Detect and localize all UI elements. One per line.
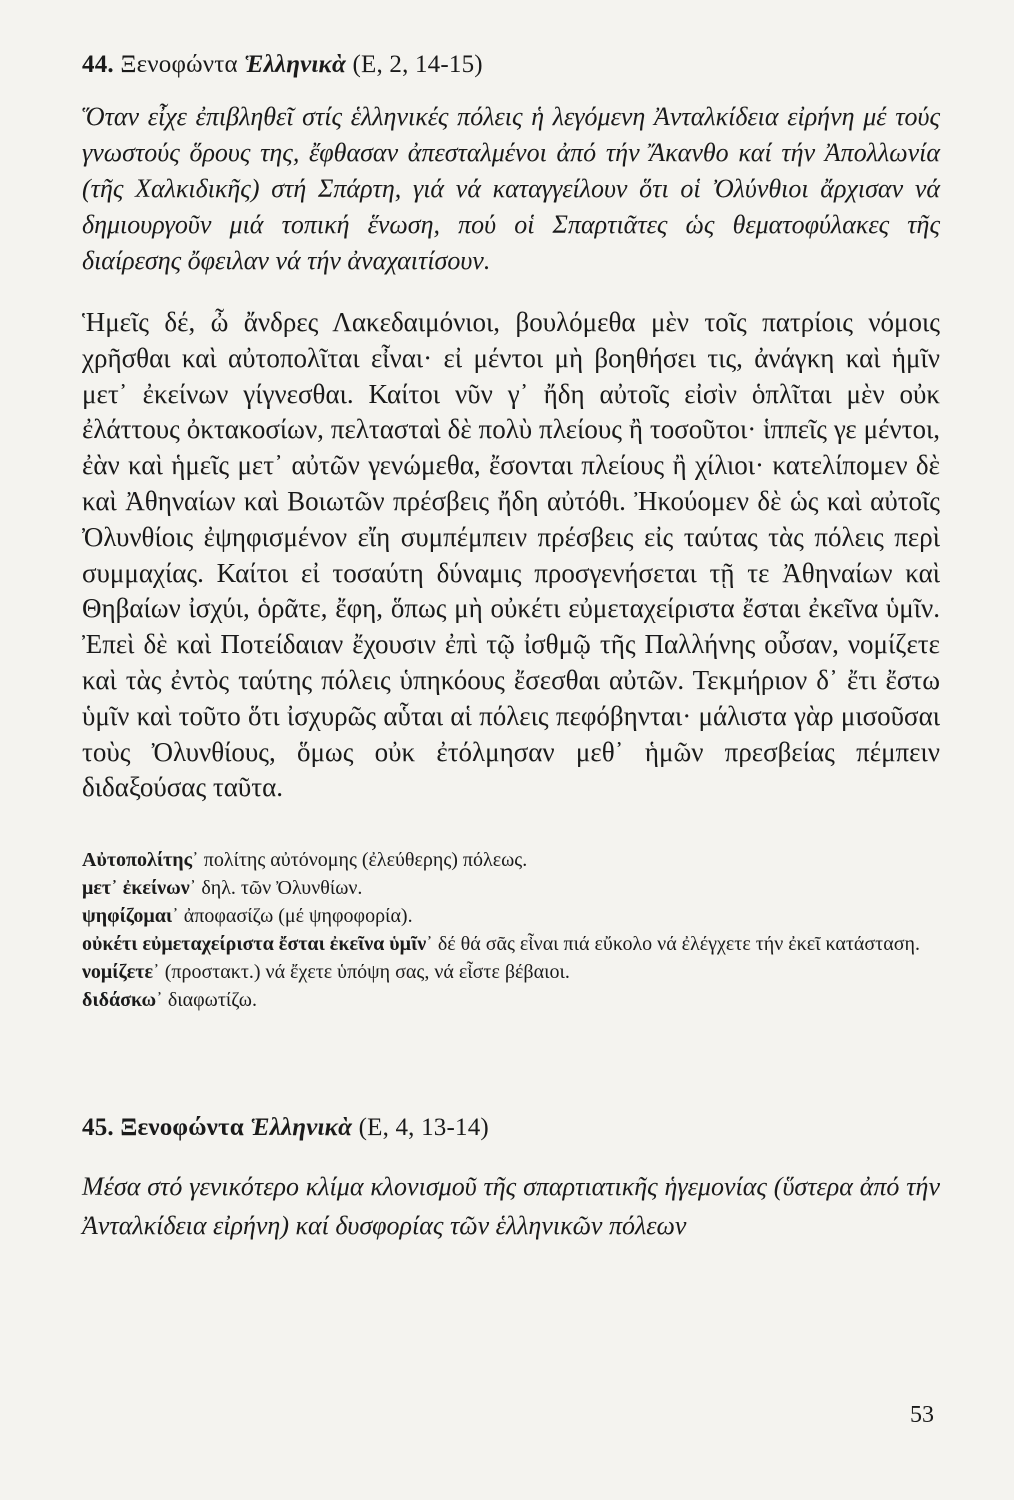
section-44-intro: Ὅταν εἶχε ἐπιβληθεῖ στίς ἑλληνικές πόλεις ἡ λεγόμενη Ἀνταλκίδεια εἰρήνη μέ τούς γνωστούς ὅρους της, ἔφθασαν ἀπεσταλμένοι ἀπό τήν Ἄκανθο καί τήν Ἀπολλωνία (τῆς Χαλκιδικῆς) στή Σπάρτη, γιά νά καταγγείλουν ὅτι οἱ Ὀλύνθιοι ἄρχισαν νά δημιουργοῦν μιά τοπική ἕνωση, πού οἱ Σπαρτιᾶτες ὡς θεματοφύλακες τῆς διαίρεσης ὄφειλαν νά τήν ἀναχαιτίσουν. — [82, 102, 940, 275]
glossary-definition: δηλ. τῶν Ὀλυνθίων. — [201, 877, 363, 900]
section-44-reference: (Ε, 2, 14-15) — [352, 51, 483, 78]
glossary-term: διδάσκω — [82, 989, 157, 1012]
glossary-entry: ψηφίζομαι᾽ ἀποφασίζω (μέ ψηφοφορία). — [82, 905, 413, 928]
section-45-heading — [82, 1111, 940, 1145]
glossary-entry: οὐκέτι εὐμεταχείριστα ἔσται ἐκεῖνα ὑμῖν᾽ δέ θά σᾶς εἶναι πιά εὔκολο νά ἐλέγχετε τήν ἐκεῖ κατάσταση. — [82, 933, 920, 956]
glossary-term: οὐκέτι εὐμεταχείριστα ἔσται ἐκεῖνα ὑμῖν — [82, 933, 427, 956]
section-44-author: Ξενοφώντα — [120, 51, 238, 78]
glossary-definition: πολίτης αὐτόνομης (ἐλεύθερης) πόλεως. — [203, 849, 528, 872]
glossary-definition: διαφωτίζω. — [167, 989, 257, 1012]
glossary-term: μετ᾽ ἐκείνων — [82, 877, 190, 900]
glossary-term: νομίζετε — [82, 961, 154, 984]
glossary-definition: ἀποφασίζω (μέ ψηφοφορία). — [183, 905, 413, 928]
section-45-author: Ξενοφώντα — [120, 1114, 244, 1142]
glossary-entry: μετ᾽ ἐκείνων᾽ δηλ. τῶν Ὀλυνθίων. — [82, 877, 363, 900]
page-number: 53 — [910, 1402, 934, 1428]
glossary-term: ψηφίζομαι — [82, 905, 173, 928]
book-page — [82, 40, 940, 1245]
section-44-text: Ἡμεῖς δέ, ὦ ἄνδρες Λακεδαιμόνιοι, βουλόμεθα μὲν τοῖς πατρίοις νόμοις χρῆσθαι καὶ αὐτοπολῖται εἶναι· εἰ μέντοι μὴ βοηθήσει τις, ἀνάγκη καὶ ἡμῖν μετ᾽ ἐκείνων γίγνεσθαι. Καίτοι νῦν γ᾽ ἤδη αὐτοῖς εἰσὶν ὁπλῖται μὲν οὐκ ἐλάττους ὀκτακοσίων, πελτασταὶ δὲ πολὺ πλείους ἢ τοσοῦτοι· ἱππεῖς γε μέντοι, ἐὰν καὶ ἡμεῖς μετ᾽ αὐτῶν γενώμεθα, ἔσονται πλείους ἢ χίλιοι· κατελίπομεν δὲ καὶ Ἀθηναίων καὶ Βοιωτῶν πρέσβεις ἤδη αὐτόθι. Ἠκούομεν δὲ ὡς καὶ αὐτοῖς Ὀλυνθίοις ἐψηφισμένον εἴη συμπέμπειν πρέσβεις εἰς ταύτας τὰς πόλεις περὶ συμμαχίας. Καίτοι εἰ τοσαύτη δύναμις προσγενήσεται τῇ τε Ἀθηναίων καὶ Θηβαίων ἰσχύι, ὁρᾶτε, ἔφη, ὅπως μὴ οὐκέτι εὐμεταχείριστα ἔσται ἐκεῖνα ὑμῖν. Ἐπεὶ δὲ καὶ Ποτείδαιαν ἔχουσιν ἐπὶ τῷ ἰσθμῷ τῆς Παλλήνης οὖσαν, νομίζετε καὶ τὰς ἐντὸς ταύτης πόλεις ὑπηκόους ἔσεσθαι αὐτῶν. Τεκμήριον δ᾽ ἔτι ἔστω ὑμῖν καὶ τοῦτο ὅτι ἰσχυρῶς αὗται αἱ πόλεις πεφόβηνται· μάλιστα γὰρ μισοῦσαι τοὺς Ὀλυνθίους, ὅμως οὐκ ἐτόλμησαν μεθ᾽ ἡμῶν πρεσβείας πέμπειν διδαξούσας ταῦτα. — [82, 307, 940, 803]
glossary-definition: δέ θά σᾶς εἶναι πιά εὔκολο νά ἐλέγχετε τήν ἐκεῖ κατάσταση. — [437, 933, 920, 956]
section-45-intro: Μέσα στό γενικότερο κλίμα κλονισμοῦ τῆς σπαρτιατικῆς ἡγεμονίας (ὕστερα ἀπό τήν Ἀνταλκίδεια εἰρήνη) καί δυσφορίας τῶν ἑλληνικῶν πόλεων — [82, 1172, 940, 1241]
section-45-number: 45. — [82, 1114, 114, 1142]
glossary-term: Αὐτοπολίτης — [82, 849, 193, 872]
section-44-work: Ἑλληνικὰ — [244, 51, 347, 78]
glossary-definition: (προστακτ.) νά ἔχετε ὑπόψη σας, νά εἶστε βέβαιοι. — [164, 961, 570, 984]
glossary-entry: Αὐτοπολίτης᾽ πολίτης αὐτόνομης (ἐλεύθερης) πόλεως. — [82, 849, 528, 872]
glossary-entry: διδάσκω᾽ διαφωτίζω. — [82, 989, 257, 1012]
section-44-number: 44. — [82, 51, 114, 78]
section-44-glossary — [82, 846, 940, 1014]
section-44-heading — [82, 48, 940, 82]
section-45-work: Ἑλληνικὰ — [250, 1114, 353, 1142]
section-45-reference: (Ε, 4, 13-14) — [358, 1114, 489, 1142]
glossary-entry: νομίζετε᾽ (προστακτ.) νά ἔχετε ὑπόψη σας, νά εἶστε βέβαιοι. — [82, 961, 570, 984]
